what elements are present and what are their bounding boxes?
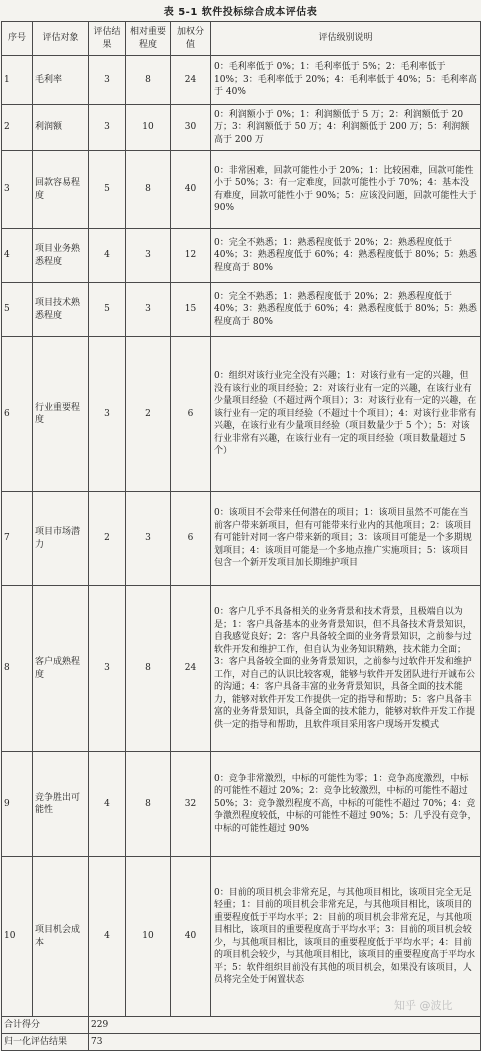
row-description: 0：完全不熟悉；1：熟悉程度低于 20%；2：熟悉程度低于 40%；3：熟悉程度低于 60%；4：熟悉程度低于 80%；5：熟悉程度高于 80% xyxy=(211,283,481,337)
row-result: 5 xyxy=(89,283,126,337)
row-description: 0：目前的项目机会非常充足，与其他项目相比，该项目完全无足轻重；1：目前的项目机会非常充足，与其他项目相比，该项目的重要程度低于平均水平；2：目前的项目机会非常充足，与其他项目相比，该项目的重要程度高于平均水平；3：目前的项目机会较少，与其他项目相比，该项目的重要程度低于平均水平；4：目前的项目机会较少，与其他项目相比，该项目的重要程度高于平均水平；5：软件组织目前没有其他的项目机会，如果没有该项目，人员将完全处于闲置状态 xyxy=(211,857,481,1017)
row-object: 项目机会成本 xyxy=(33,857,89,1017)
row-score: 30 xyxy=(171,105,211,151)
row-object: 项目业务熟悉程度 xyxy=(33,229,89,283)
header-row xyxy=(2,22,481,56)
table-row xyxy=(2,492,481,586)
table-row xyxy=(2,229,481,283)
table-title: 表 5-1 软件投标综合成本评估表 xyxy=(163,7,318,18)
row-no: 2 xyxy=(2,105,33,151)
row-weight: 10 xyxy=(126,857,171,1017)
row-weight: 8 xyxy=(126,752,171,857)
row-score: 6 xyxy=(171,492,211,586)
row-score: 40 xyxy=(171,857,211,1017)
row-score: 24 xyxy=(171,586,211,752)
row-description: 0：该项目不会带来任何潜在的项目；1：该项目虽然不可能在当前客户带来新项目，但有可能带来行业内的其他项目；2：该项目有可能针对同一客户带来新的项目；3：该项目可能是一个多期规划项目；4：该项目可能是一个多地点推广实施项目；5：该项目包含一个新开发项目加长期维护项目 xyxy=(211,492,481,586)
row-weight: 8 xyxy=(126,586,171,752)
row-description: 0：完全不熟悉；1：熟悉程度低于 20%；2：熟悉程度低于 40%；3：熟悉程度低于 60%；4：熟悉程度低于 80%；5：熟悉程度高于 80% xyxy=(211,229,481,283)
normalized-result-row xyxy=(2,1034,481,1051)
row-score: 12 xyxy=(171,229,211,283)
row-no: 7 xyxy=(2,492,33,586)
row-weight: 3 xyxy=(126,492,171,586)
normalized-result-value: 73 xyxy=(89,1034,481,1051)
row-description: 0：利润额小于 0%；1：利润额低于 5 万；2：利润额低于 20 万；3：利润额低于 50 万；4：利润额低于 200 万；5：利润额高于 200 万 xyxy=(211,105,481,151)
row-result: 3 xyxy=(89,105,126,151)
header-result: 评估结果 xyxy=(89,22,126,56)
watermark: 知乎 @波比 xyxy=(394,999,453,1012)
total-score-value: 229 xyxy=(89,1017,481,1034)
header-weight: 相对重要程度 xyxy=(126,22,171,56)
row-score: 15 xyxy=(171,283,211,337)
table-row xyxy=(2,752,481,857)
row-object: 项目技术熟悉程度 xyxy=(33,283,89,337)
header-no: 序号 xyxy=(2,22,33,56)
row-score: 24 xyxy=(171,56,211,105)
row-no: 3 xyxy=(2,151,33,229)
header-object: 评估对象 xyxy=(33,22,89,56)
row-score: 32 xyxy=(171,752,211,857)
row-no: 9 xyxy=(2,752,33,857)
row-object: 项目市场潜力 xyxy=(33,492,89,586)
row-result: 3 xyxy=(89,56,126,105)
row-result: 5 xyxy=(89,151,126,229)
table-row xyxy=(2,56,481,105)
normalized-result-label: 归一化评估结果 xyxy=(2,1034,89,1051)
row-no: 6 xyxy=(2,337,33,492)
row-no: 10 xyxy=(2,857,33,1017)
row-result: 3 xyxy=(89,586,126,752)
row-weight: 10 xyxy=(126,105,171,151)
row-object: 行业重要程度 xyxy=(33,337,89,492)
row-object: 回款容易程度 xyxy=(33,151,89,229)
row-description: 0：竞争非常激烈，中标的可能性为零；1：竞争高度激烈，中标的可能性不超过 20%；2：竞争比较激烈，中标的可能性不超过 50%；3：竞争激烈程度不高，中标的可能性不超过 70%；4：竞争激烈程度较低，中标的可能性不超过 90%；5：几乎没有竞争，中标的可能性超过 90% xyxy=(211,752,481,857)
row-result: 4 xyxy=(89,229,126,283)
row-object: 利润额 xyxy=(33,105,89,151)
row-result: 2 xyxy=(89,492,126,586)
row-weight: 8 xyxy=(126,151,171,229)
row-description: 0：客户几乎不具备相关的业务背景和技术背景，且极端自以为是；1：客户具备基本的业务背景知识，但不具备技术背景知识，自我感觉良好；2：客户具备较全面的业务背景知识，之前参与过软件开发和维护工作，但自认为业务知识精熟，技术能力全面；3：客户具备较全面的业务背景知识，之前参与过软件开发和维护工作，对自己的认识比较客观，能够与软件开发团队进行开诚布公的沟通；4：客户具备丰富的业务背景知识，具备全面的技术能力，能够对软件开发工作提供一定的指导和帮助；5：客户具备丰富的业务背景知识，具备全面的技术能力，能够对软件开发工作提供一定的指导和帮助，且软件项目采用客户现场开发模式 xyxy=(211,586,481,752)
row-score: 6 xyxy=(171,337,211,492)
row-object: 毛利率 xyxy=(33,56,89,105)
header-score: 加权分值 xyxy=(171,22,211,56)
header-description: 评估级别说明 xyxy=(211,22,481,56)
row-no: 4 xyxy=(2,229,33,283)
row-no: 8 xyxy=(2,586,33,752)
table-row xyxy=(2,283,481,337)
row-description: 0：组织对该行业完全没有兴趣；1：对该行业有一定的兴趣，但没有该行业的项目经验；2：对该行业有一定的兴趣，在该行业有少量项目经验（不超过两个项目）；3：对该行业有一定的兴趣，在该行业有一定的项目经验（不超过十个项目）；4：对该行业非常有兴趣，在该行业有少量项目经验（项目数量少于 5 个）；5：对该行业非常有兴趣，在该行业有一定的项目经验（项目数量超过 5 个） xyxy=(211,337,481,492)
row-object: 竞争胜出可能性 xyxy=(33,752,89,857)
row-result: 4 xyxy=(89,857,126,1017)
row-weight: 2 xyxy=(126,337,171,492)
row-weight: 3 xyxy=(126,283,171,337)
row-object: 客户成熟程度 xyxy=(33,586,89,752)
table-row xyxy=(2,151,481,229)
row-no: 1 xyxy=(2,56,33,105)
table-row xyxy=(2,105,481,151)
table-row xyxy=(2,857,481,1017)
row-description: 0：非常困难，回款可能性小于 20%；1：比较困难，回款可能性小于 50%；3：有一定难度，回款可能性小于 70%；4：基本没有难度，回款可能性小于 90%；5：应该没问题，回款可能性大于 90% xyxy=(211,151,481,229)
table-row xyxy=(2,586,481,752)
row-result: 3 xyxy=(89,337,126,492)
row-score: 40 xyxy=(171,151,211,229)
table-row xyxy=(2,337,481,492)
row-weight: 3 xyxy=(126,229,171,283)
row-result: 4 xyxy=(89,752,126,857)
row-no: 5 xyxy=(2,283,33,337)
cost-evaluation-table xyxy=(1,21,481,1051)
row-description: 0：毛利率低于 0%；1：毛利率低于 5%；2：毛利率低于 10%；3：毛利率低于 20%；4：毛利率低于 40%；5：毛利率高于 40% xyxy=(211,56,481,105)
row-weight: 8 xyxy=(126,56,171,105)
total-score-row xyxy=(2,1017,481,1034)
total-score-label: 合计得分 xyxy=(2,1017,89,1034)
